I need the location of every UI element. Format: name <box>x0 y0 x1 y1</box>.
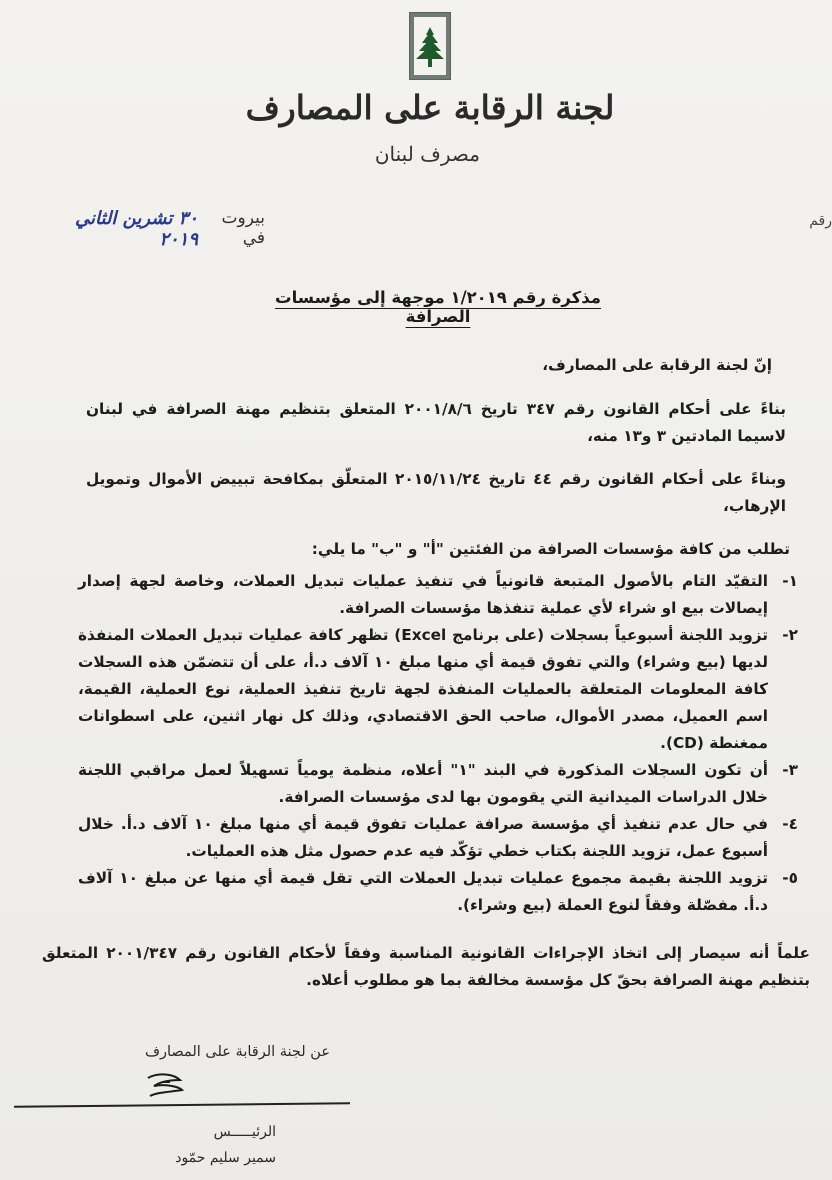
place-label: بيروت في <box>221 208 265 248</box>
item-text: تزويد اللجنة أسبوعياً بسجلات (على برنامج Excel) تظهر كافة عمليات تبديل العملات المنفذة لديها (بيع وشراء) والتي تفوق قيمة أي منها مبلغ ١٠ آلاف د.أ، على أن تتضمّن هذه السجلات كافة المعلومات المتعلقة بالعمليات المنفذة لجهة تاريخ تنفيذ العملية، نوع العملية، القيمة، اسم العميل، مصدر الأموال، صاحب الحق الاقتصادي، وذلك كل نهار اثنين، على اسطوانات ممغنطة (CD). <box>78 626 768 752</box>
item-number: ٣- <box>782 761 798 779</box>
list-item <box>78 757 798 811</box>
cedar-emblem <box>409 12 451 80</box>
item-text: أن تكون السجلات المذكورة في البند "١" أعلاه، منظمة يومياً تسهيلاً لعمل مراقبي اللجنة خلال الدراسات الميدانية التي يقومون بها لدى مؤسسات الصرافة. <box>78 761 768 806</box>
item-number: ٤- <box>782 815 798 833</box>
signature-icon <box>140 1070 190 1100</box>
item-text: في حال عدم تنفيذ أي مؤسسة صرافة عمليات تفوق قيمة أي منها مبلغ ١٠ آلاف د.أ. خلال أسبوع عمل، تزويد اللجنة بكتاب خطي تؤكّد فيه عدم حصول مثل هذه العمليات. <box>78 815 769 860</box>
greeting: إنّ لجنة الرقابة على المصارف، <box>542 356 772 374</box>
list-item <box>78 811 798 865</box>
list-item <box>78 568 798 622</box>
cedar-icon <box>410 13 450 79</box>
item-text: التقيّد التام بالأصول المتبعة قانونياً في تنفيذ عمليات تبديل العملات، وخاصة لجهة إصدار إيصالات بيع او شراء لأي عملية تنفذها مؤسسات الصرافة. <box>78 572 768 617</box>
request-intro: تطلب من كافة مؤسسات الصرافة من الفئتين "أ" و "ب" ما يلي: <box>311 540 790 558</box>
memo-title: مذكرة رقم ١/٢٠١٩ موجهة إلى مؤسسات الصرافة <box>275 288 601 326</box>
closing-paragraph: علماً أنه سيصار إلى اتخاذ الإجراءات القانونية المناسبة وفقاً لأحكام القانون رقم ٢٠٠١/٣٤٧ المتعلق بتنظيم مهنة الصرافة بحقّ كل مؤسسة مخالفة بما هو مطلوب أعلاه. <box>42 944 811 989</box>
item-text: تزويد اللجنة بقيمة مجموع عمليات تبديل العملات التي تقل قيمة أي منها عن مبلغ ١٠ آلاف د.أ. مفصّلة وفقاً لنوع العملة (بيع وشراء). <box>78 869 769 914</box>
signatory-title: الرئيـــــس <box>213 1124 276 1140</box>
signature-line <box>14 1102 350 1107</box>
list-item <box>78 865 798 919</box>
signatory-name: سمير سليم حمّود <box>175 1150 276 1166</box>
law-44-paragraph: وبناءً على أحكام القانون رقم ٤٤ تاريخ ٢٠١٥/١١/٢٤ المتعلّق بمكافحة تبييض الأموال وتمويل الإرهاب، <box>86 470 786 515</box>
list-item <box>78 622 798 757</box>
date-value: ٣٠ تشرين الثاني ٢٠١٩ <box>74 208 198 250</box>
requirements-list <box>78 568 798 919</box>
reference-label: رقم <box>809 213 832 229</box>
item-number: ٢- <box>782 626 798 644</box>
item-number: ٥- <box>782 869 798 887</box>
item-number: ١- <box>782 572 798 590</box>
bank-name: مصرف لبنان <box>374 142 480 166</box>
committee-name: لجنة الرقابة على المصارف <box>245 88 615 127</box>
law-347-paragraph: بناءً على أحكام القانون رقم ٣٤٧ تاريخ ٢٠٠١/٨/٦ المتعلق بتنظيم مهنة الصرافة في لبنان لاسيما المادتين ٣ و١٣ منه، <box>86 400 786 445</box>
signature-on-behalf: عن لجنة الرقابة على المصارف <box>144 1044 330 1060</box>
